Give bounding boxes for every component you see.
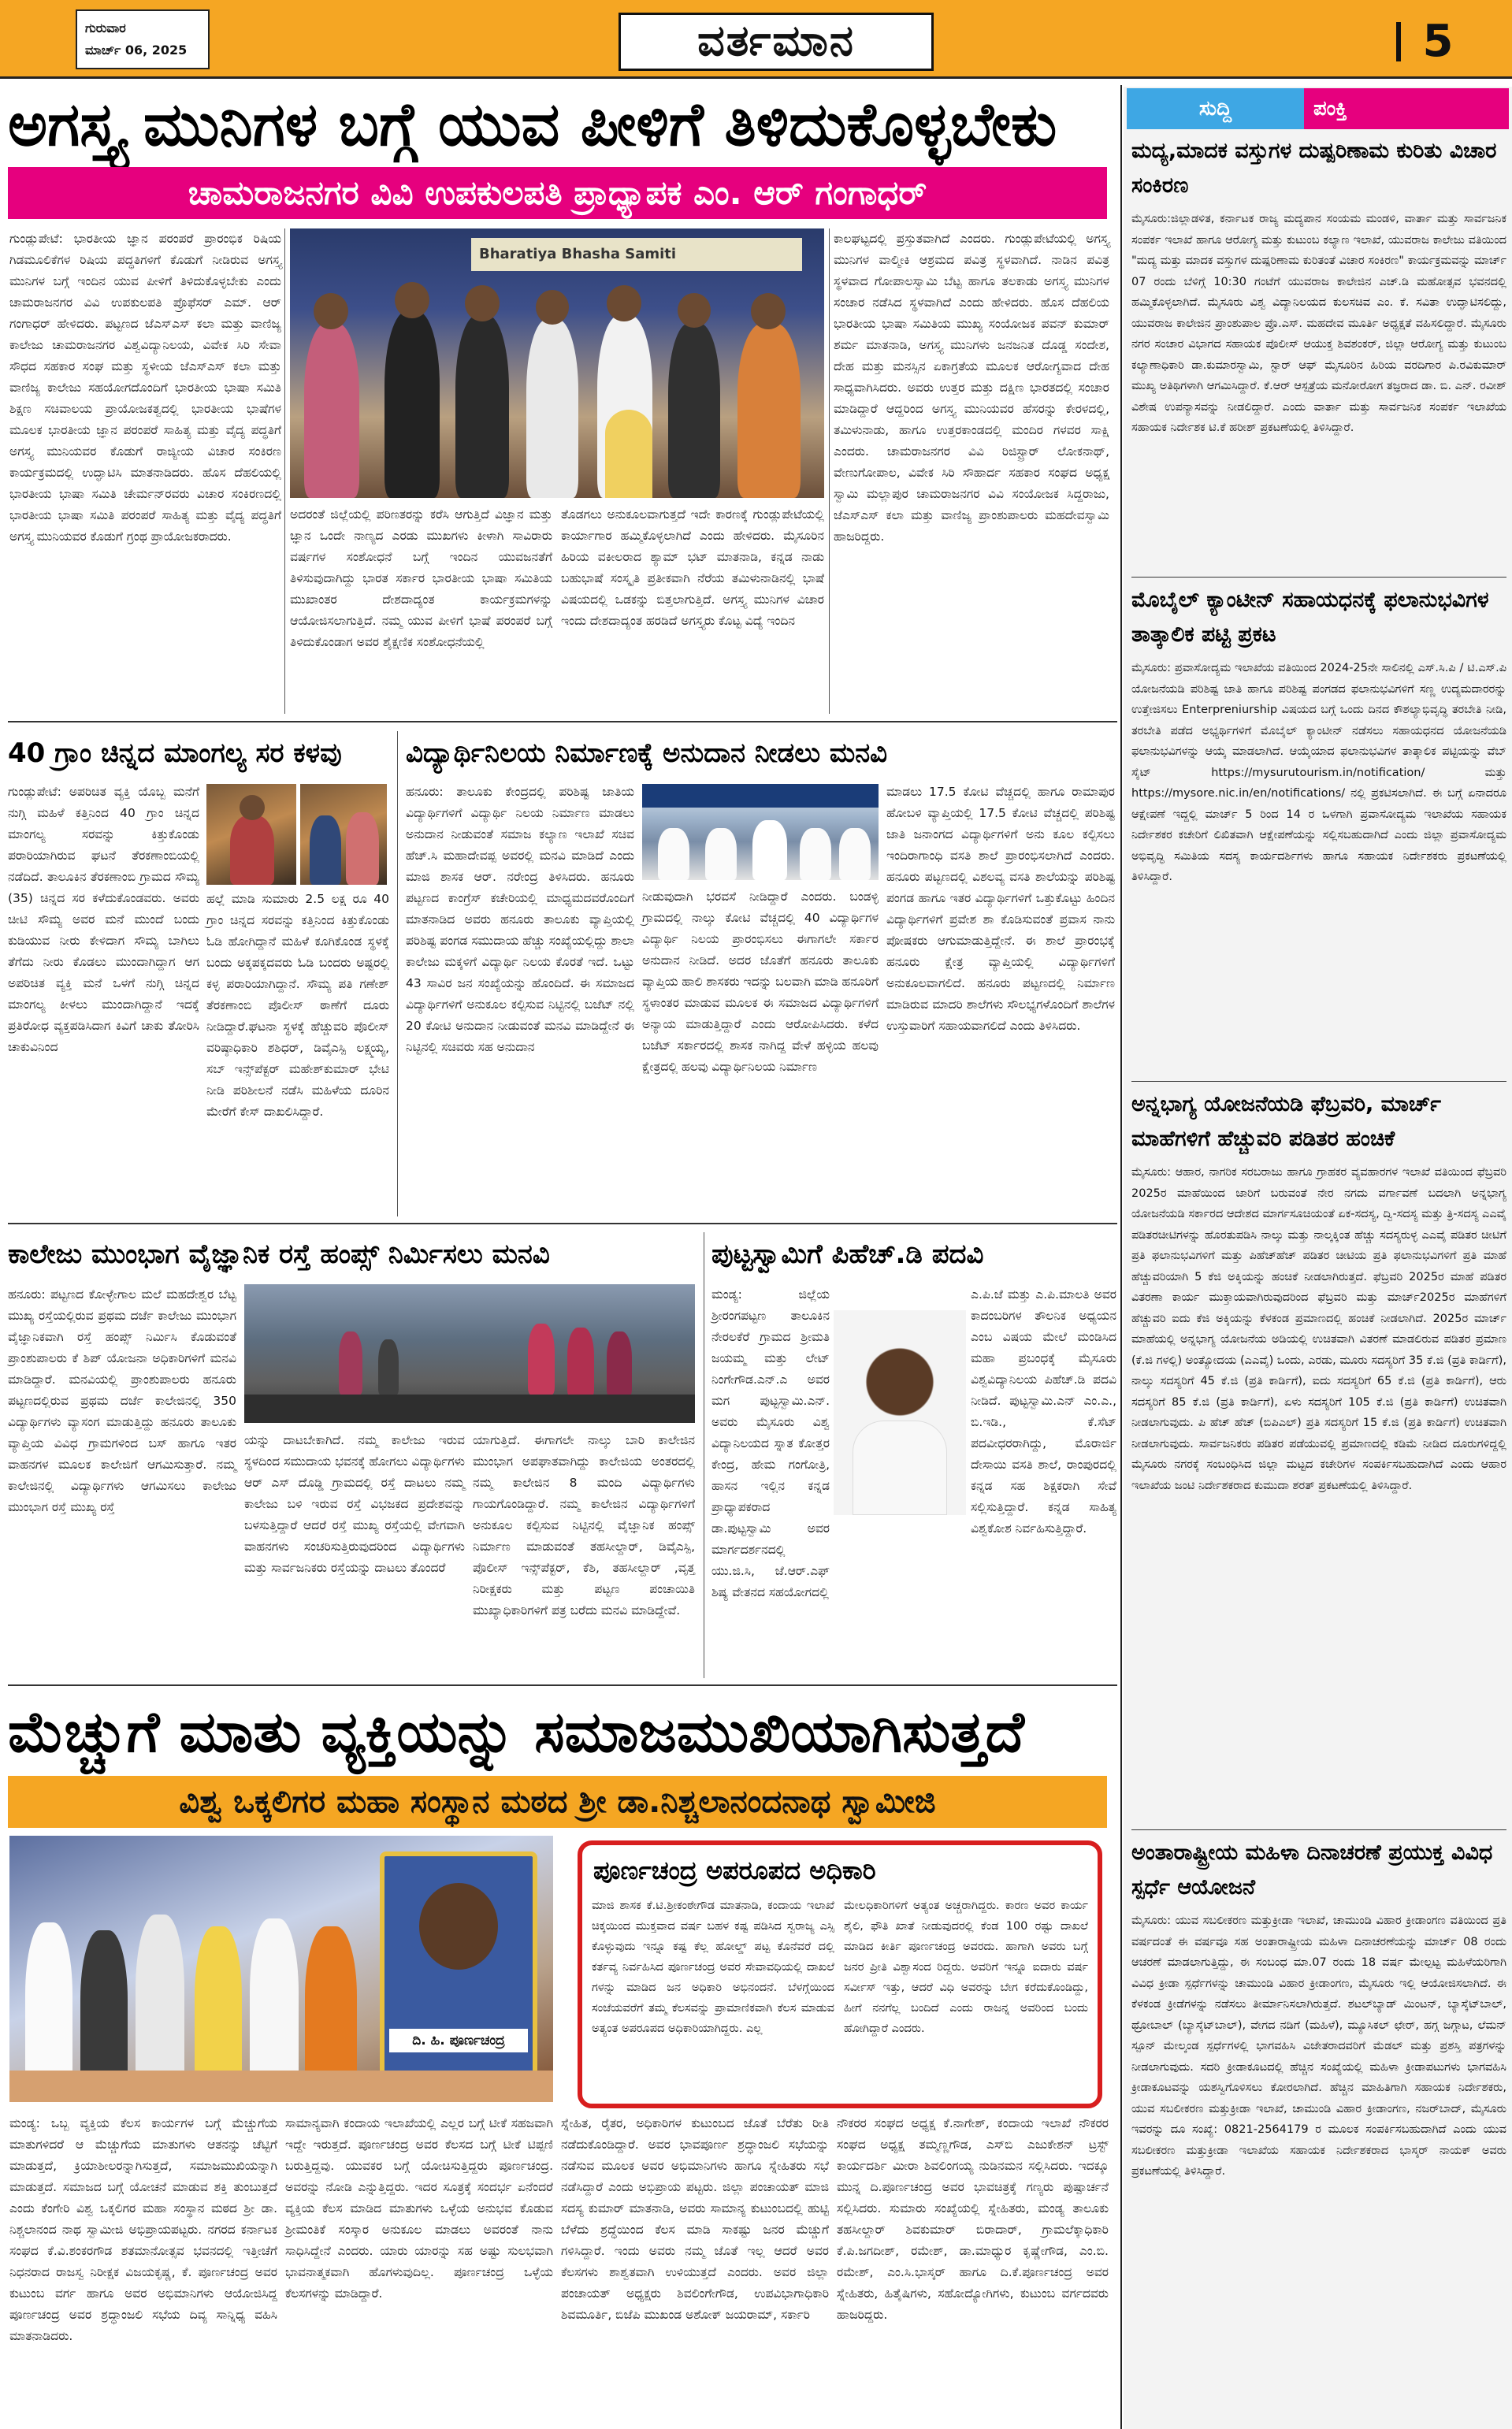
highlight-box-column-2: ಮೇಲಧಿಕಾರಿಗಳಿಗೆ ಅತ್ಯಂತ ಅಚ್ಚರಾಗಿದ್ದರು. ಕಾರಣ ಅವರ ಕಾರ್ಯ ಶೈಲಿ, ಫೌತಿ ಖಾತೆ ನೀಡುವುದರಲ್ಲಿ ಕೆಂಡ 100 ರಷ್ಟು ದಾಖಲೆ ಮಾಡಿದ ಕೀರ್ತಿ ಪೂರ್ಣಚಂದ್ರ ಅವರದು. ಹಾಗಾಗಿ ಅವರು ಬಗ್ಗೆ ಜನರ ಪ್ರೀತಿ ವಿಶ್ವಾಸಂದ ರಿದ್ದರು. ಅವರಿಗೆ ಇನ್ನೂ ಐದಾರು ವರ್ಷ ಸರ್ವೀಸ್ ಇತ್ತು, ಆದರೆ ವಿಧಿ ಅವರನ್ನು ಬೇಗ ಕರೆದುಕೊಂಡಿದ್ದು, ಹೀಗೆ ನನಗೆಲ್ಲ ಬಂದಿದೆ ಎಂದು ರಾಜನ್ನ ಅವರಿಂದ ಬಂದು ಹೋಗಿದ್ದಾರೆ ಎಂದರು. bbox=[844, 1900, 1088, 2035]
highlight-box-headline: ಪೂರ್ಣಚಂದ್ರ ಅಪರೂಪದ ಅಧಿಕಾರಿ bbox=[593, 1855, 876, 1885]
phd-column-2: ಎ.ಪಿ.ಜೆ ಮತ್ತು ಎ.ಪಿ.ಮಾಲತಿ ಅವರ ಕಾದಂಬರಿಗಳ ತೌಲನಿಕ ಅಧ್ಯಯನ ಎಂಬ ವಿಷಯ ಮೇಲೆ ಮಂಡಿಸಿದ ಮಹಾ ಪ್ರಬಂಧಕ್ಕೆ ಮೈಸೂರು ವಿಶ್ವವಿದ್ಯಾನಿಲಯ ಪಿಹೆಚ್.ಡಿ ಪದವಿ ನೀಡಿದೆ. ಪುಟ್ಟಸ್ವಾಮಿ.ಎನ್ ಎಂ.ಎ., ಬಿ.ಇಡಿ., ಕೆ.ಸೆಟ್ ಪದವೀಧರರಾಗಿದ್ದು, ಮೊರಾರ್ಜಿ ದೇಸಾಯಿ ವಸತಿ ಶಾಲೆ, ರಾಂಪುರದಲ್ಲಿ ಕನ್ನಡ ಸಹ ಶಿಕ್ಷಕರಾಗಿ ಸೇವೆ ಸಲ್ಲಿಸುತ್ತಿದ್ದಾರೆ. ಕನ್ನಡ ಸಾಹಿತ್ಯ ವಿಶ್ವಕೋಶ ನಿರ್ವಹಿಸುತ್ತಿದ್ದಾರೆ. bbox=[971, 1287, 1116, 1536]
praise-headline: ಮೆಚ್ಚುಗೆ ಮಾತು ವ್ಯಕ್ತಿಯನ್ನು ಸಮಾಜಮುಖಿಯಾಗಿಸುತ್ತದೆ bbox=[8, 1699, 1024, 1765]
hostel-column-2: ನೀಡುವುದಾಗಿ ಭರವಸೆ ನೀಡಿದ್ದಾರೆ ಎಂದರು. ಬಂಡಳ್ಳಿ ಗ್ರಾಮದಲ್ಲಿ ನಾಲ್ಕು ಕೋಟಿ ವೆಚ್ಚದಲ್ಲಿ 40 ವಿದ್ಯಾರ್ಥಿಗಳ ವಿದ್ಯಾರ್ಥಿ ನಿಲಯ ಪ್ರಾರಂಭಿಸಲು ಈಗಾಗಲೇ ಸರ್ಕಾರ ಅನುದಾನ ನೀಡಿದೆ. ಅದರ ಜೊತೆಗೆ ಹನೂರು ತಾಲೂಕು ವ್ಯಾಪ್ತಿಯ ಹಾಲಿ ಶಾಸಕರು ಇದನ್ನು ಬಲವಾಗಿ ಮಾಡಿ ಹನೂರಿಗೆ ಸ್ಥಳಾಂತರ ಮಾಡುವ ಮೂಲಕ ಈ ಸಮಾಜದ ವಿದ್ಯಾರ್ಥಿಗಳಿಗೆ ಅನ್ಯಾಯ ಮಾಡುತ್ತಿದ್ದಾರೆ ಎಂದು ಆರೋಪಿಸಿದರು. ಕಳೆದ ಬಜೆಟ್ ಸರ್ಕಾರದಲ್ಲಿ ಶಾಸಕ ನಾಗಿದ್ದ ವೇಳೆ ಹಳ್ಳಿಯ ಹಲವು ಕ್ಷೇತ್ರದಲ್ಲಿ ಹಲವು ವಿದ್ಯಾರ್ಥಿನಿಲಯ ನಿರ್ಮಾಣ bbox=[642, 890, 879, 1074]
humps-column-1: ಹನೂರು: ಪಟ್ಟಣದ ಕೋಳ್ಳೇಗಾಲ ಮಲೆ ಮಹದೇಶ್ವರ ಬೆಟ್ಟ ಮುಖ್ಯ ರಸ್ತೆಯಲ್ಲಿರುವ ಪ್ರಥಮ ದರ್ಜೆ ಕಾಲೇಜು ಮುಂಭಾಗ ವೈಜ್ಞಾನಿಕವಾಗಿ ರಸ್ತೆ ಹಂಪ್ಸ್ ನಿರ್ಮಿಸಿ ಕೊಡುವಂತೆ ಪ್ರಾಂಶುಪಾಲರು ಕೆ ಶಿಪ್ ಯೋಜನಾ ಅಧಿಕಾರಿಗಳಿಗೆ ಮನವಿ ಮಾಡಿದ್ದಾರೆ. ಮನವಿಯಲ್ಲಿ ಪ್ರಾಂಶುಪಾಲರು ಹನೂರು ಪಟ್ಟಣದಲ್ಲಿರುವ ಪ್ರಥಮ ದರ್ಜೆ ಕಾಲೇಜಿನಲ್ಲಿ 350 ವಿದ್ಯಾರ್ಥಿಗಳು ವ್ಯಾಸಂಗ ಮಾಡುತ್ತಿದ್ದು ಹನೂರು ತಾಲೂಕು ವ್ಯಾಪ್ತಿಯ ವಿವಿಧ ಗ್ರಾಮಗಳಿಂದ ಬಸ್ ಹಾಗೂ ಇತರ ವಾಹನಗಳ ಮೂಲಕ ಕಾಲೇಜಿಗೆ ಆಗಮಿಸುತ್ತಾರೆ. ನಮ್ಮ ಕಾಲೇಜಿನಲ್ಲಿ ವಿದ್ಯಾರ್ಥಿಗಳು ಆಗಮಿಸಲು ಕಾಲೇಜು ಮುಂಭಾಗ ರಸ್ತೆ ಮುಖ್ಯ ರಸ್ತೆ bbox=[8, 1287, 236, 1514]
phd-column-1: ಮಂಡ್ಯ: ಜಿಲ್ಲೆಯ ಶ್ರೀರಂಗಪಟ್ಟಣ ತಾಲೂಕಿನ ನೇರಲಕೆರೆ ಗ್ರಾಮದ ಶ್ರೀಮತಿ ಜಯಮ್ಮ ಮತ್ತು ಲೇಟ್ ನಿಂಗೇಗೌಡ.ಎನ್.ಎ ಅವರ ಮಗ ಪುಟ್ಟಸ್ವಾಮಿ.ಎನ್. ಅವರು ಮೈಸೂರು ವಿಶ್ವ ವಿದ್ಯಾನಿಲಯದ ಸ್ನಾತ ಕೋತ್ತರ ಕೇಂದ್ರ, ಹೇಮ ಗಂಗೋತ್ರಿ, ಹಾಸನ ಇಲ್ಲಿನ ಕನ್ನಡ ಪ್ರಾಧ್ಯಾಪಕರಾದ ಡಾ.ಪುಟ್ಟಸ್ವಾಮಿ ಅವರ ಮಾರ್ಗದರ್ಶನದಲ್ಲಿ ಯು.ಜಿ.ಸಿ, ಜೆ.ಆರ್.ಎಫ್ ಶಿಷ್ಯ ವೇತನದ ಸಹಯೋಗದಲ್ಲಿ bbox=[711, 1287, 830, 1599]
praise-column-4: ನೌಕರರ ಸಂಘದ ಅಧ್ಯಕ್ಷ ಕೆ.ನಾಗೇಶ್, ಕಂದಾಯ ಇಲಾಖೆ ನೌಕರರ ಸಂಘದ ಅಧ್ಯಕ್ಷ ತಮ್ಮಣ್ಣಗೌಡ, ಎಸ್‌ಬಿ ಎಜುಕೇಶನ್ ಟ್ರಸ್ಟ್ ಕಾರ್ಯದರ್ಶಿ ಮೀರಾ ಶಿವಲಿಂಗಯ್ಯ ನುಡಿನಮನ ಸಲ್ಲಿಸಿದರು. ಇದಕ್ಕೂ ಮುನ್ನ ದಿ.ಪೂರ್ಣಚಂದ್ರ ಅವರ ಭಾವಚಿತ್ರಕ್ಕೆ ಗಣ್ಯರು ಪುಷ್ಪಾರ್ಚನೆ ಸಲ್ಲಿಸಿದರು. ಸುಮಾರು ಸಂಖ್ಯೆಯಲ್ಲಿ ಸ್ನೇಹಿತರು, ಮಂಡ್ಯ ತಾಲೂಕು ತಹಸೀಲ್ದಾರ್ ಶಿವಕುಮಾರ್ ಬಿರಾದಾರ್, ಗ್ರಾಮಲೆಕ್ಕಾಧಿಕಾರಿ ಕೆ.ಪಿ.ಜಗದೀಶ್, ರಮೇಶ್, ಡಾ.ಮಾಧ್ಯುರ ಕೃಷ್ಣೇಗೌಡ, ಎಂ.ಬಿ. ರಮೇಶ್, ಎಂ.ಸಿ.ಭಾಸ್ಕರ್ ಹಾಗೂ ದಿ.ಕೆ.ಪೂರ್ಣಚಂದ್ರ ಅವರ ಸ್ನೇಹಿತರು, ಹಿತೈಷಿಗಳು, ಸಹೋದ್ಯೋಗಿಗಳು, ಕುಟುಂಬ ವರ್ಗದವರು ಹಾಜರಿದ್ದರು. bbox=[837, 2116, 1109, 2322]
day-label: ಗುರುವಾರ bbox=[85, 20, 126, 35]
sidebar-story-4-headline: ಅಂತಾರಾಷ್ಟ್ರೀಯ ಮಹಿಳಾ ದಿನಾಚರಣೆ ಪ್ರಯುಕ್ತ ವಿವಿಧ ಸ್ಪರ್ಧೆ ಆಯೋಜನೆ bbox=[1131, 1840, 1493, 1900]
humps-column-3: ಯಾಗುತ್ತಿದೆ. ಈಗಾಗಲೇ ನಾಲ್ಕು ಬಾರಿ ಕಾಲೇಜಿನ ಮುಂಭಾಗ ಅಪಘಾತವಾಗಿದ್ದು ಕಾಲೇಜಿಯ ಅಂತರದಲ್ಲಿ ನಮ್ಮ ಕಾಲೇಜಿನ 8 ಮಂದಿ ವಿದ್ಯಾರ್ಥಿಗಳು ಗಾಯಗೊಂಡಿದ್ದಾರೆ. ನಮ್ಮ ಕಾಲೇಜಿನ ವಿದ್ಯಾರ್ಥಿಗಳಿಗೆ ಅನುಕೂಲ ಕಲ್ಪಿಸುವ ನಿಟ್ಟಿನಲ್ಲಿ ವೈಜ್ಞಾನಿಕ ಹಂಪ್ಸ್ ನಿರ್ಮಾಣ ಮಾಡುವಂತೆ ತಹಸೀಲ್ದಾರ್, ಡಿವೈಎಸ್ಪಿ, ಪೊಲೀಸ್ ಇನ್ಸ್‌ಪೆಕ್ಟರ್, ಕೆಶಿ, ತಹಸೀಲ್ದಾರ್ ,ವೃತ್ತ ನಿರೀಕ್ಷಕರು ಮತ್ತು ಪಟ್ಟಣ ಪಂಚಾಯಿತಿ ಮುಖ್ಯಾಧಿಕಾರಿಗಳಿಗೆ ಪತ್ರ ಬರೆದು ಮನವಿ ಮಾಡಿದ್ದೇವೆ. bbox=[473, 1433, 695, 1617]
chain-theft-photo-1 bbox=[206, 784, 296, 885]
sidebar-story-1-headline: ಮದ್ಯ,ಮಾದಕ ವಸ್ತುಗಳ ದುಷ್ಪರಿಣಾಮ ಕುರಿತು ವಿಚಾರ ಸಂಕಿರಣ bbox=[1131, 139, 1497, 198]
praise-photo-caption: ದಿ. ಹಿ. ಪೂರ್ಣಚಂದ್ರ bbox=[389, 2029, 528, 2052]
lead-column-3: ತೊಡಗಲು ಅನುಕೂಲವಾಗುತ್ತದೆ ಇದೇ ಕಾರಣಕ್ಕೆ ಗುಂಡ್ಲುಪೇಟೆಯಲ್ಲಿ ಕಾರ್ಯಾಗಾರ ಹಮ್ಮಿಕೊಳ್ಳಲಾಗಿದೆ ಎಂದು ಹೇಳಿದರು. ಮೈಸೂರಿನ ಹಿರಿಯ ವಕೀಲರಾದ ಶ್ಯಾಮ್ ಭಟ್ ಮಾತನಾಡಿ, ಕನ್ನಡ ನಾಡು ಬಹುಭಾಷೆ ಸಂಸ್ಕೃತಿ ಪ್ರತೀಕವಾಗಿ ನೆರೆಯ ತಮಿಳುನಾಡಿನಲ್ಲಿ ಭಾಷೆ ವಿಷಯದಲ್ಲಿ ಒಡಕನ್ನು ಬಿತ್ತಲಾಗುತ್ತಿದೆ. ಅಗಸ್ತ್ಯ ಮುನಿಗಳ ವಿಚಾರ ಇಂದು ದೇಶದಾದ್ಯಂತ ಹರಡಿದೆ ಅಗಸ್ತ್ಯರು ಕೊಟ್ಟ ವಿದ್ಯೆ ಇಂದಿನ bbox=[561, 507, 824, 628]
praise-column-1: ಮಂಡ್ಯ: ಒಬ್ಬ ವ್ಯಕ್ತಿಯ ಕೆಲಸ ಕಾರ್ಯಗಳ ಬಗ್ಗೆ ಮೆಚ್ಚುಗೆಯ ಮಾತುಗಳಿದರೆ ಆ ಮೆಚ್ಚುಗೆಯ ಮಾತುಗಳು ಆತನನ್ನು ಚೆಟ್ಟಿಗೆ ಮಾಡುತ್ತದೆ, ಕ್ರಿಯಾಶೀಲರನ್ನಾಗಿಸುತ್ತದೆ, ಸಮಾಜಮುಖಿಯನ್ನಾಗಿ ಮಾಡುತ್ತದೆ. ಸಮಾಜದ ಬಗ್ಗೆ ಯೋಚನೆ ಮಾಡುವ ಶಕ್ತಿ ತುಂಬುತ್ತದೆ ಎಂದು ಕೆಂಗೇರಿ ವಿಶ್ವ ಒಕ್ಕಲಿಗರ ಮಹಾ ಸಂಸ್ಥಾನ ಮಠದ ಶ್ರೀ ಡಾ. ನಿಶ್ಚಲಾನಂದ ನಾಥ ಸ್ವಾಮೀಜಿ ಅಭಿಪ್ರಾಯಪಟ್ಟರು. ನಗರದ ಕರ್ನಾಟಕ ಸಂಘದ ಕೆ.ವಿ.ಶಂಕರಗೌಡ ಶತಮಾನೋತ್ಸವ ಭವನದಲ್ಲಿ ಇತ್ತೀಚೆಗೆ ನಿಧನರಾದ ರಾಜಸ್ವ ನಿರೀಕ್ಷಕ ವಿಜಯಕೃಷ್ಣ, ಕೆ. ಪೂರ್ಣಚಂದ್ರ ಅವರ ಕುಟುಂಬ ವರ್ಗ ಹಾಗೂ ಅವರ ಅಭಿಮಾನಿಗಳು ಆಯೋಜಿಸಿದ್ದ ಪೂರ್ಣಚಂದ್ರ ಅವರ ಶ್ರದ್ಧಾಂಜಲಿ ಸಭೆಯ ದಿವ್ಯ ಸಾನ್ನಿಧ್ಯ ವಹಿಸಿ ಮಾತನಾಡಿದರು. bbox=[9, 2116, 277, 2343]
photo-banner-text: Bharatiya Bhasha Samiti bbox=[471, 238, 802, 271]
humps-column-2: ಯನ್ನು ದಾಟಬೇಕಾಗಿದೆ. ನಮ್ಮ ಕಾಲೇಜು ಇರುವ ಸ್ಥಳದಿಂದ ಸಮುದಾಯ ಭವನಕ್ಕೆ ಹೋಗಲು ವಿದ್ಯಾರ್ಥಿಗಳು ಆರ್ ಎಸ್ ದೊಡ್ಡಿ ಗ್ರಾಮದಲ್ಲಿ ರಸ್ತೆ ದಾಟಲು ನಮ್ಮ ಕಾಲೇಜು ಬಳಿ ಇರುವ ರಸ್ತೆ ವಿಭಜಕದ ಪ್ರದೇಶವನ್ನು ಬಳಸುತ್ತಿದ್ದಾರೆ ಆದರೆ ರಸ್ತೆ ಮುಖ್ಯ ರಸ್ತೆಯಲ್ಲಿ ವೇಗವಾಗಿ ವಾಹನಗಳು ಸಂಚರಿಸುತ್ತಿರುವುದರಿಂದ ವಿದ್ಯಾರ್ಥಿಗಳು ಮತ್ತು ಸಾರ್ವಜನಿಕರು ರಸ್ತೆಯನ್ನು ದಾಟಲು ತೊಂದರೆ bbox=[244, 1433, 465, 1575]
humps-photo bbox=[244, 1284, 695, 1423]
chain-theft-column-1: ಗುಂಡ್ಲುಪೇಟೆ: ಅಪರಿಚಿತ ವ್ಯಕ್ತಿ ಯೊಬ್ಬ ಮನೆಗೆ ನುಗ್ಗಿ ಮಹಿಳೆ ಕತ್ತಿನಿಂದ 40 ಗ್ರಾಂ ಚಿನ್ನದ ಮಾಂಗಲ್ಯ ಸರವನ್ನು ಕಿತ್ತುಕೊಂಡು ಪರಾರಿಯಾಗಿರುವ ಘಟನೆ ತೆರಕಣಾಂಬಿಯಲ್ಲಿ ನಡೆದಿದೆ. ತಾಲೂಕಿನ ತೆರಕಣಾಂಬಿ ಗ್ರಾಮದ ಸೌಮ್ಯ (35) ಚಿನ್ನದ ಸರ ಕಳೆದುಕೊಂಡವರು. ಅವರು ಚೀಟಿ ಸೌಮ್ಯ ಅವರ ಮನೆ ಮುಂದೆ ಬಂದು ಕುಡಿಯುವ ನೀರು ಕೇಳಿದಾಗ ಸೌಮ್ಯ ಬಾಗಿಲು ತೆಗೆದು ನೀರು ಕೊಡಲು ಮುಂದಾಗಿದ್ದಾಗ ಆಗ ಅಪರಿಚಿತ ವ್ಯಕ್ತಿ ಮನೆ ಒಳಗೆ ನುಗ್ಗಿ ಚಿನ್ನದ ಮಾಂಗಲ್ಯ ಕೀಳಲು ಮುಂದಾಗಿದ್ದಾನೆ ಇದಕ್ಕೆ ಪ್ರತಿರೋಧ ವ್ಯಕ್ತಪಡಿಸಿದಾಗ ಕಿವಿಗೆ ಚಾಕು ತೋರಿಸಿ ಚಾಕುವಿನಿಂದ bbox=[8, 785, 199, 1054]
hostel-column-3: ಮಾಡಲು 17.5 ಕೋಟಿ ವೆಚ್ಚದಲ್ಲಿ ಹಾಗೂ ರಾಮಾಪುರ ಹೋಬಳಿ ವ್ಯಾಪ್ತಿಯಲ್ಲಿ 17.5 ಕೋಟಿ ವೆಚ್ಚದಲ್ಲಿ ಪರಿಶಿಷ್ಟ ಜಾತಿ ಜನಾಂಗದ ವಿದ್ಯಾರ್ಥಿಗಳಿಗೆ ಅನು ಕೂಲ ಕಲ್ಪಿಸಲು ಇಂದಿರಾಗಾಂಧಿ ವಸತಿ ಶಾಲೆ ಪ್ರಾರಂಭಿಸಲಾಗಿದೆ ಎಂದರು. ಹನೂರು ಪಟ್ಟಣದಲ್ಲಿ ವಿಶಲವ್ಯ ವಸತಿ ಶಾಲೆಯನ್ನು ಪರಿಶಿಷ್ಟ ಪಂಗಡ ಹಾಗೂ ಇತರ ವಿದ್ಯಾರ್ಥಿಗಳಿಗೆ ಒತ್ತುಕೊಟ್ಟು ಹಿಂದಿನ ವಿದ್ಯಾರ್ಥಿಗಳಿಗೆ ಪ್ರವೇಶ ಶಾ ಕೊಡಿಸುವಂತೆ ಪ್ರವಾಸ ನಾನು ಪೋಷಕರು ಆಗುಮಾಡುತ್ತಿದ್ದೇನೆ. ಈ ಶಾಲೆ ಪ್ರಾರಂಭಕ್ಕೆ ಹನೂರು ಕ್ಷೇತ್ರ ವ್ಯಾಪ್ತಿಯಲ್ಲಿ ವಿದ್ಯಾರ್ಥಿಗಳಿಗೆ ಅನುಕೂಲವಾಗಲಿದೆ. ಹನೂರು ಪಟ್ಟಣದಲ್ಲಿ ನಿರ್ಮಾಣ ಮಾಡಿರುವ ಮಾದರಿ ಶಾಲೆಗಳು ಸೌಲಭ್ಯಗಳೊಂದಿಗೆ ಶಾಲೆಗಳ ಉಸ್ತುವಾರಿಗೆ ಸಹಾಯವಾಗಲಿದೆ ಎಂದು ತಿಳಿಸಿದರು. bbox=[886, 785, 1115, 1033]
praise-subhead: ವಿಶ್ವ ಒಕ್ಕಲಿಗರ ಮಹಾ ಸಂಸ್ಥಾನ ಮಠದ ಶ್ರೀ ಡಾ.ನಿಶ್ಚಲಾನಂದನಾಥ ಸ್ವಾಮೀಜಿ bbox=[8, 1776, 1107, 1828]
chain-theft-column-2: ಹಲ್ಲೆ ಮಾಡಿ ಸುಮಾರು 2.5 ಲಕ್ಷ ರೂ 40 ಗ್ರಾಂ ಚಿನ್ನದ ಸರವನ್ನು ಕತ್ತಿನಿಂದ ಕಿತ್ತುಕೊಂಡು ಓಡಿ ಹೋಗಿದ್ದಾನೆ ಮಹಿಳೆ ಕೂಗಿಕೊಂಡ ಸ್ಥಳಕ್ಕೆ ಬಂದು ಅಕ್ಕಪಕ್ಕದವರು ಓಡಿ ಬಂದರು ಅಷ್ಟರಲ್ಲಿ ಕಳ್ಳ ಪರಾರಿಯಾಗಿದ್ದಾನೆ. ಸೌಮ್ಯ ಪತಿ ಗಣೇಶ್ ತೆರಕಣಾಂಬಿ ಪೊಲೀಸ್ ಠಾಣೆಗೆ ದೂರು ನೀಡಿದ್ದಾರೆ.ಘಟನಾ ಸ್ಥಳಕ್ಕೆ ಹೆಚ್ಚುವರಿ ಪೊಲೀಸ್ ವರಿಷ್ಠಾಧಿಕಾರಿ ಶಶಿಧರ್, ಡಿವೈಎಸ್ಪಿ ಲಕ್ಷ್ಮಯ್ಯ, ಸಬ್ ಇನ್ಸ್‌ಪೆಕ್ಟರ್ ಮಹೇಶ್‌ಕುಮಾರ್ ಭೇಟಿ ನೀಡಿ ಪರಿಶೀಲನೆ ನಡೆಸಿ ಮಹಿಳೆಯ ದೂರಿನ ಮೇರೆಗೆ ಕೇಸ್ ದಾಖಲಿಸಿದ್ದಾರೆ. bbox=[206, 892, 389, 1119]
praise-column-2: ಸಾಮಾನ್ಯವಾಗಿ ಕಂದಾಯ ಇಲಾಖೆಯಲ್ಲಿ ಎಲ್ಲರ ಬಗ್ಗೆ ಟೀಕೆ ಸಹಜವಾಗಿ ಇದ್ದೇ ಇರುತ್ತದೆ. ಪೂರ್ಣಚಂದ್ರ ಅವರ ಕೆಲಸದ ಬಗ್ಗೆ ಟೀಕೆ ಟಿಪ್ಪಣಿ ಬರುತ್ತಿದ್ದವು. ಯುವಕರ ಬಗ್ಗೆ ಯೋಚಿಸುತ್ತಿದ್ದರು ಪೂರ್ಣಚಂದ್ರ. ಅವರನ್ನು ನೋಡಿ ಎನ್ನುತ್ತಿದ್ದರು. ಇದರ ಸೂತ್ರಕ್ಕೆ ಸಂದರ್ಭ ಏನೆಂದರೆ ವ್ಯಕ್ತಿಯ ಕೆಲಸ ಮಾಡಿದ ಮಾತುಗಳು ಒಳ್ಳೆಯ ಅನುಭವ ಕೊಡುವ ಶ್ರೀಮಂತಿಕೆ ಸಂಸ್ಕಾರ ಅನುಕೂಲ ಮಾಡಲು ಅವರಂತೆ ನಾನು ಸಾಧಿಸಿದ್ದೇನೆ ಎಂದರು. ಯಾರು ಯಾರನ್ನು ಸಹ ಅಷ್ಟು ಸುಲಭವಾಗಿ ಭಾವನಾತ್ಮಕವಾಗಿ ಹೊಗಳುವುದಿಲ್ಲ. ಪೂರ್ಣಚಂದ್ರ ಒಳ್ಳೆಯ ಕೆಲಸಗಳನ್ನು ಮಾಡಿದ್ದಾರೆ. bbox=[285, 2116, 553, 2301]
sidebar-story-2-headline: ಮೊಬೈಲ್ ಕ್ಯಾಂಟೀನ್ ಸಹಾಯಧನಕ್ಕೆ ಫಲಾನುಭವಿಗಳ ತಾತ್ಕಾಲಿಕ ಪಟ್ಟಿ ಪ್ರಕಟ bbox=[1131, 588, 1489, 647]
praise-photo bbox=[9, 1836, 553, 2102]
page-number-divider bbox=[1396, 22, 1401, 61]
hostel-headline: ವಿದ್ಯಾರ್ಥಿನಿಲಯ ನಿರ್ಮಾಣಕ್ಕೆ ಅನುದಾನ ನೀಡಲು ಮನವಿ bbox=[406, 737, 888, 769]
humps-headline: ಕಾಲೇಜು ಮುಂಭಾಗ ವೈಜ್ಞಾನಿಕ ರಸ್ತೆ ಹಂಪ್ಸ್ ನಿರ್ಮಿಸಲು ಮನವಿ bbox=[8, 1239, 550, 1270]
sidebar-story-3-headline: ಅನ್ನಭಾಗ್ಯ ಯೋಜನೆಯಡಿ ಫೆಬ್ರವರಿ, ಮಾರ್ಚ್ ಮಾಹೆಗಳಿಗೆ ಹೆಚ್ಚುವರಿ ಪಡಿತರ ಹಂಚಿಕೆ bbox=[1131, 1092, 1442, 1151]
lead-headline: ಅಗಸ್ತ್ಯ ಮುನಿಗಳ ಬಗ್ಗೆ ಯುವ ಪೀಳಿಗೆ ತಿಳಿದುಕೊಳ್ಳಬೇಕು bbox=[8, 89, 1057, 159]
sidebar-story-1-body: ಮೈಸೂರು:ಜಿಲ್ಲಾಡಳಿತ, ಕರ್ನಾಟಕ ರಾಜ್ಯ ಮದ್ಯಪಾನ ಸಂಯಮ ಮಂಡಳಿ, ವಾರ್ತಾ ಮತ್ತು ಸಾರ್ವಜನಿಕ ಸಂಪರ್ಕ ಇಲಾಖೆ ಹಾಗೂ ಆರೋಗ್ಯ ಮತ್ತು ಕುಟುಂಬ ಕಲ್ಯಾಣ ಇಲಾಖೆ, ಯುವರಾಜ ಕಾಲೇಜು ವತಿಯಿಂದ "ಮದ್ಯ ಮತ್ತು ಮಾದಕ ವಸ್ತುಗಳ ದುಷ್ಪರಿಣಾಮ ಕುರಿತಂತೆ ವಿಚಾರ ಸಂಕಿರಣ" ಕಾರ್ಯಕ್ರಮವನ್ನು ಮಾರ್ಚ್ 07 ರಂದು ಬೆಳಿಗ್ಗೆ 10:30 ಗಂಟೆಗೆ ಯುವರಾಜ ಕಾಲೇಜಿನ ಎಚ್‌.ಡಿ ಮಹೋತ್ಸವ ಭವನದಲ್ಲಿ ಹಮ್ಮಿಕೊಳ್ಳಲಾಗಿದೆ. ಮೈಸೂರು ವಿಶ್ವ ವಿದ್ಯಾನಿಲಯದ ಕುಲಸಚಿವ ಎಂ. ಕೆ. ಸವಿತಾ ಉದ್ಘಾಟಿಸಲಿದ್ದು, ಯುವರಾಜ ಕಾಲೇಜಿನ ಪ್ರಾಂಶುಪಾಲ ಪ್ರೊ.ಎಸ್. ಮಹದೇವ ಮೂರ್ತಿ ಅಧ್ಯಕ್ಷತೆ ವಹಿಸಲಿದ್ದಾರೆ. ಮೈಸೂರು ನಗರ ಸಂಚಾರ ವಿಭಾಗದ ಸಹಾಯಕ ಪೊಲೀಸ್ ಆಯುಕ್ತ ಶಿವಶಂಕರ್, ಜಿಲ್ಲಾ ಆರೋಗ್ಯ ಮತ್ತು ಕುಟುಂಬ ಕಲ್ಯಾಣಾಧಿಕಾರಿ ಡಾ.ಕುಮಾರಸ್ವಾಮಿ, ಸ್ಟಾರ್ ಆಫ್ ಮೈಸೂರಿನ ಹಿರಿಯ ವರದಿಗಾರ ಪಿ.ರವಿಕುಮಾರ್ ಮುಖ್ಯ ಅತಿಥಿಗಳಾಗಿ ಆಗಮಿಸಿದ್ದಾರೆ. ಕೆ.ಆರ್ ಆಸ್ಪತ್ರೆಯ ಮನೋರೋಗ ತಜ್ಞರಾದ ಡಾ. ಬಿ. ಎನ್. ರವೀಶ್ ವಿಶೇಷ ಉಪನ್ಯಾಸವನ್ನು ನೀಡಲಿದ್ದಾರೆ. ಎಂದು ವಾರ್ತಾ ಮತ್ತು ಸಾರ್ವಜನಿಕ ಸಂಪರ್ಕ ಇಲಾಖೆಯ ಸಹಾಯಕ ನಿರ್ದೇಶಕ ಟಿ.ಕೆ ಹರೀಶ್ ಪ್ರಕಟಣೆಯಲ್ಲಿ ತಿಳಿಸಿದ್ದಾರೆ. bbox=[1131, 213, 1506, 434]
lead-column-4: ಕಾಲಘಟ್ಟದಲ್ಲಿ ಪ್ರಸ್ತುತವಾಗಿದೆ ಎಂದರು. ಗುಂಡ್ಲುಪೇಟೆಯಲ್ಲಿ ಅಗಸ್ತ್ಯ ಮುನಿಗಳ ವಾಲ್ಮೀಕಿ ಆಶ್ರಮದ ಪವಿತ್ರ ಸ್ಥಳವಾಗಿದೆ. ನಾಡಿನ ಪವಿತ್ರ ಸ್ಥಳವಾದ ಗೋಪಾಲಸ್ವಾಮಿ ಬೆಟ್ಟ ಹಾಗೂ ತಲಕಾಡು ಅಗಸ್ತ್ಯ ಮುನಿಗಳ ಸಂಚಾರ ನಡೆಸಿದ ಸ್ಥಳವಾಗಿದೆ ಎಂದು ಹೇಳಿದರು. ಹೊಸ ದೆಹಲಿಯ ಭಾರತೀಯ ಭಾಷಾ ಸಮಿತಿಯ ಮುಖ್ಯ ಸಂಯೋಜಕ ಪವನ್ ಕುಮಾರ್ ಶರ್ಮ ಮಾತನಾಡಿ, ಅಗಸ್ತ್ಯ ಮುನಿಗಳು ಜನಜನಿತ ದೊಡ್ಡ ಸಂದೇಶ, ದೇಹ ಮತ್ತು ಮನಸ್ಸಿನ ಏಕಾಗ್ರತೆಯ ಮೂಲಕ ಆರೋಗ್ಯವಾದ ದೇಹ ಸಾಧ್ಯವಾಗಿಸಿದರು. ಅವರು ಉತ್ತರ ಮತ್ತು ದಕ್ಷಿಣ ಭಾರತದಲ್ಲಿ ಸಂಚಾರ ಮಾಡಿದ್ದಾರೆ ಆದ್ದರಿಂದ ಅಗಸ್ತ್ಯ ಮುನಿಯವರ ಹೆಸರನ್ನು ಕೇರಳದಲ್ಲಿ, ತಮಿಳುನಾಡು, ಹಾಗೂ ಉತ್ತರಕಾಂಡದಲ್ಲಿ ಮಂದಿರ ಗಳವರ ಸಾಕ್ಷಿ ಎಂದರು. ಚಾಮರಾಜನಗರ ವಿವಿ ರಿಜಿಸ್ಟ್ರಾರ್ ಲೋಕನಾಥ್, ವೇಣುಗೋಪಾಲ, ವಿವೇಕ ಸಿರಿ ಸೌಹಾರ್ದ ಸಹಕಾರ ಸಂಘದ ಅಧ್ಯಕ್ಷ ಸ್ವಾಮಿ ಮಲ್ಲಾಪುರ ಚಾಮರಾಜನಗರ ವಿವಿ ಸಂಯೋಜಕ ಸಿದ್ದರಾಜು, ಜೆಎಸ್‌ಎಸ್ ಕಲಾ ಮತ್ತು ವಾಣಿಜ್ಯ ಪ್ರಾಂಶುಪಾಲರು ಮಹದೇವಸ್ವಾಮಿ ಹಾಜರಿದ್ದರು. bbox=[834, 232, 1109, 544]
sidebar-story-2-body: ಮೈಸೂರು: ಪ್ರವಾಸೋದ್ಯಮ ಇಲಾಖೆಯ ವತಿಯಿಂದ 2024-25ನೇ ಸಾಲಿನಲ್ಲಿ ಎಸ್.ಸಿ.ಪಿ / ಟಿ.ಎಸ್.ಪಿ ಯೋಜನೆಯಡಿ ಪರಿಶಿಷ್ಟ ಜಾತಿ ಹಾಗೂ ಪರಿಶಿಷ್ಟ ಪಂಗಡದ ಫಲಾನುಭವಿಗಳಿಗೆ ಸಣ್ಣ ಉದ್ಯಮದಾರರನ್ನು ಉತ್ತೇಜಿಸಲು Enterpreniurship ವಿಷಯದ ಬಗ್ಗೆ ಒಂದು ದಿನದ ಕೌಶಲ್ಯಾಭಿವೃದ್ಧಿ ತರಬೇತಿ ನೀಡಿ, ತರಬೇತಿ ಪಡೆದ ಅಭ್ಯರ್ಥಿಗಳಿಗೆ ಮೊಬೈಲ್ ಕ್ಯಾಂಟೀನ್ ನಡೆಸಲು ಸಹಾಯಧನದ ಯೋಜನೆಯಡಿ ಫಲಾನುಭವಿಗಳನ್ನು ಆಯ್ಕೆ ಮಾಡಲಾಗಿದೆ. ಆಯ್ಕೆಯಾದ ಫಲಾನುಭವಿಗಳ ತಾತ್ಕಾಲಿಕ ಪಟ್ಟಿಯನ್ನು ವೆಬ್ ಸೈಟ್ https://mysurutourism.in/notification/ ಮತ್ತು https://mysore.nic.in/en/notifications/ ನಲ್ಲಿ ಪ್ರಕಟಿಸಲಾಗಿದೆ. ಈ ಬಗ್ಗೆ ಏನಾದರೂ ಆಕ್ಷೇಪಣೆ ಇದ್ದಲ್ಲಿ ಮಾರ್ಚ್ 5 ರಿಂದ 14 ರ ಒಳಗಾಗಿ ಪ್ರವಾಸೋದ್ಯಮ ಇಲಾಖೆಯ ಸಹಾಯಕ ನಿರ್ದೇಶಕರ ಕಚೇರಿಗೆ ಲಿಖಿತವಾಗಿ ಆಕ್ಷೇಪಣೆಯನ್ನು ಸಲ್ಲಿಸಬಹುದಾಗಿದೆ ಎಂದು ಜಿಲ್ಲಾ ಪ್ರವಾಸೋದ್ಯಮ ಅಭಿವೃದ್ಧಿ ಸಮಿತಿಯ ಸದಸ್ಯ ಕಾರ್ಯದರ್ಶಿಗಳು ಹಾಗೂ ಸಹಾಯಕ ನಿರ್ದೇಶಕರು ಪ್ರಕಟಣೆಯಲ್ಲಿ ತಿಳಿಸಿದ್ದಾರೆ. bbox=[1131, 662, 1506, 883]
phd-headline: ಪುಟ್ಟಸ್ವಾಮಿಗೆ ಪಿಹೆಚ್.ಡಿ ಪದವಿ bbox=[711, 1239, 984, 1270]
hostel-photo bbox=[642, 784, 879, 880]
lead-column-1: ಗುಂಡ್ಲುಪೇಟೆ: ಭಾರತೀಯ ಜ್ಞಾನ ಪರಂಪರೆ ಪ್ರಾರಂಭಿಕ ರಿಷಿಯ ಗಿಡಮೂಲಿಕೆಗಳ ರಿಷಿಯ ಪದ್ಧತಿಗಳಿಗೆ ಕೊಡುಗೆ ನೀಡಿರುವ ಅಗಸ್ತ್ಯ ಮುನಿಗಳ ಬಗ್ಗೆ ಇಂದಿನ ಯುವ ಪೀಳಿಗೆ ತಿಳಿದುಕೊಳ್ಳಬೇಕು ಎಂದು ಚಾಮರಾಜನಗರ ವಿವಿ ಉಪಕುಲಪತಿ ಪ್ರೊಫೆಸರ್ ಎಮ್. ಆರ್ ಗಂಗಾಧರ್ ಹೇಳಿದರು. ಪಟ್ಟಣದ ಜೆಎಸ್‌ಎಸ್ ಕಲಾ ಮತ್ತು ವಾಣಿಜ್ಯ ಕಾಲೇಜು ಚಾಮರಾಜನಗರ ವಿಶ್ವವಿದ್ಯಾನಿಲಯ, ವಿವೇಕ ಸಿರಿ ಸೇವಾ ಸೌಧದ ಸಹಕಾರ ಸಂಘ ಮತ್ತು ಸ್ಥಳೀಯ ಜೆಎಸ್ಎಸ್ ಕಲಾ ಮತ್ತು ವಾಣಿಜ್ಯ ಕಾಲೇಜು ಸಹಯೋಗದೊಂದಿಗೆ ಭಾರತೀಯ ಭಾಷಾ ಸಮಿತಿ ಶಿಕ್ಷಣ ಸಚಿವಾಲಯ ಪ್ರಾಯೋಜಕತ್ವದಲ್ಲಿ ಭಾರತೀಯ ಭಾಷೆಗಳ ಮೂಲಕ ಭಾರತೀಯ ಜ್ಞಾನ ಪರಂಪರೆ ಸಾಹಿತ್ಯ ಮತ್ತು ವೈದ್ಯ ಪದ್ಧತಿಗೆ ಅಗಸ್ತ್ಯ ಮುನಿಯವರ ಕೊಡುಗೆ ರಾಜ್ಯೀಯ ವಿಚಾರ ಸಂಕಿರಣ ಕಾರ್ಯಕ್ರಮದಲ್ಲಿ ಉದ್ಘಾಟಿಸಿ ಮಾತನಾಡಿದರು. ಹೊಸ ದೆಹಲಿಯಲ್ಲಿ ಭಾರತೀಯ ಭಾಷಾ ಸಮಿತಿ ಚೇರ್ಮನ್‌ರವರು ವಿಚಾರ ಸಂಕಿರಣದಲ್ಲಿ ಭಾರತೀಯ ಭಾಷಾ ಸಮಿತಿ ಪರಂಪರೆ ಸಾಹಿತ್ಯ ಮತ್ತು ವೈದ್ಯ ಪದ್ಧತಿಗೆ ಅಗಸ್ತ್ಯ ಮುನಿಯವರ ಕೊಡುಗೆ ಗ್ರಂಥ ಪ್ರಾಯೋಜಕರಾದರು. bbox=[9, 232, 281, 544]
newspaper-logo: ವರ್ತಮಾನ bbox=[619, 13, 934, 71]
sidebar-story-3-body: ಮೈಸೂರು: ಆಹಾರ, ನಾಗರಿಕ ಸರಬರಾಜು ಹಾಗೂ ಗ್ರಾಹಕರ ವ್ಯವಹಾರಗಳ ಇಲಾಖೆ ವತಿಯಿಂದ ಫೆಬ್ರವರಿ 2025ರ ಮಾಹೆಯಿಂದ ಜಾರಿಗೆ ಬರುವಂತೆ ನೇರ ನಗದು ವರ್ಗಾವಣೆ ಬದಲಾಗಿ ಅನ್ನಭಾಗ್ಯ ಯೋಜನೆಯಡಿ ಸರ್ಕಾರದ ಆದೇಶದ ಮಾರ್ಗಸೂಚಿಯಂತೆ ಏಕ-ಸದಸ್ಯ, ದ್ವಿ-ಸದಸ್ಯ ಮತ್ತು ತ್ರಿ-ಸದಸ್ಯ ಎಎವೈ ಪಡಿತರಚೀಟಿಗಳನ್ನು ಹೊರತುಪಡಿಸಿ ನಾಲ್ಕು ಮತ್ತು ನಾಲ್ಕಕ್ಕಿಂತ ಹೆಚ್ಚು ಸದಸ್ಯರುಳ್ಳ ಎಎವೈ ಪಡಿತರ ಚೀಟಿಗೆ ಪ್ರತಿ ಫಲಾನುಭವಿಗಳಿಗೆ ಮತ್ತು ಪಿಹೆಚ್‌ಹೆಚ್ ಪಡಿತರ ಚೀಟಿಯ ಪ್ರತಿ ಫಲಾನುಭವಿಗಳಿಗೆ ಪ್ರತಿ ಮಾಹೆ ಹೆಚ್ಚುವರಿಯಾಗಿ 5 ಕೆಜಿ ಅಕ್ಕಿಯನ್ನು ಹಂಚಿಕೆ ನೀಡಲಾಗಿರುತ್ತದೆ. ಫೆಬ್ರವರಿ 2025ರ ಮಾಹೆ ಪಡಿತರ ವಿತರಣಾ ಕಾರ್ಯ ಮುಕ್ತಾಯವಾಗಿರುವುದರಿಂದ ಫೆಬ್ರವರಿ ಮತ್ತು ಮಾರ್ಚ್2025ರ ಮಾಹೆಗಳಿಗೆ ಹೆಚ್ಚುವರಿ ಐದು ಕೆಜಿ ಅಕ್ಕಿಯನ್ನು ಕೆಳಕಂಡ ಪ್ರಮಾಣದಲ್ಲಿ ಹಂಚಿಕೆ ನೀಡಲಾಗಿದೆ. 2025ರ ಮಾರ್ಚ್ ಮಾಹೆಯಲ್ಲಿ ಅನ್ನಭಾಗ್ಯ ಯೋಜನೆಯ ಅಡಿಯಲ್ಲಿ ಉಚಿತವಾಗಿ ವಿತರಣೆ ಮಾಡಲಿರುವ ಪಡಿತರ ಪ್ರಮಾಣ (ಕೆ.ಜಿ ಗಳಲ್ಲಿ) ಅಂತ್ಯೋದಯ (ಎಎವೈ) ಒಂದು, ಎರಡು, ಮೂರು ಸದಸ್ಯರಿಗೆ 35 ಕೆ.ಜಿ (ಪ್ರತಿ ಕಾರ್ಡಿಗೆ), ನಾಲ್ಕು ಸದಸ್ಯರಿಗೆ 45 ಕೆ.ಜಿ (ಪ್ರತಿ ಕಾರ್ಡಿಗೆ), ಐದು ಸದಸ್ಯರಿಗೆ 65 ಕೆ.ಜಿ (ಪ್ರತಿ ಕಾರ್ಡಿಗೆ), ಆರು ಸದಸ್ಯರಿಗೆ 85 ಕೆ.ಜಿ (ಪ್ರತಿ ಕಾರ್ಡಿಗೆ), ಏಳು ಸದಸ್ಯರಿಗೆ 105 ಕೆ.ಜಿ (ಪ್ರತಿ ಕಾರ್ಡಿಗೆ) ಉಚಿತವಾಗಿ ನೀಡಲಾಗುವುದು. ಪಿ ಹೆಚ್ ಹೆಚ್ (ಬಿಪಿಎಲ್) ಪ್ರತಿ ಸದಸ್ಯರಿಗೆ 15 ಕೆ.ಜಿ (ಪ್ರತಿ ಕಾರ್ಡಿಗೆ) ಉಚಿತವಾಗಿ ನೀಡಲಾಗುವುದು. ಸಾರ್ವಜನಿಕರು ಪಡಿತರ ಪಡೆಯುವಲ್ಲಿ ಪ್ರಮಾಣದಲ್ಲಿ ಕಡಿಮೆ ನೀಡಿದ ದೂರುಗಳಿದ್ದಲ್ಲಿ ಮೈಸೂರು ನಗರಕ್ಕೆ ಸಂಬಂಧಿಸಿದ ಜಿಲ್ಲಾ ಮಟ್ಟದ ಕಚೇರಿಗಳ ಸಂಪರ್ಕಿಸಬಹುದಾಗಿದೆ ಎಂದು ಆಹಾರ ಇಲಾಖೆಯ ಜಂಟಿ ನಿರ್ದೇಶಕರಾದ ಕುಮುದಾ ಶರತ್ ಪ್ರಕಟಣೆಯಲ್ಲಿ ತಿಳಿಸಿದ್ದಾರೆ. bbox=[1131, 1166, 1506, 1492]
lead-subhead: ಚಾಮರಾಜನಗರ ವಿವಿ ಉಪಕುಲಪತಿ ಪ್ರಾಧ್ಯಾಪಕ ಎಂ. ಆರ್ ಗಂಗಾಧರ್ bbox=[8, 167, 1107, 219]
praise-column-3: ಸ್ನೇಹಿತ, ರೈತರ, ಅಧಿಕಾರಿಗಳ ಕುಟುಂಬದ ಜೊತೆ ಬೆರೆತು ರೀತಿ ನಡೆದುಕೊಂಡಿದ್ದಾರೆ. ಅವರ ಭಾವಪೂರ್ಣ ಶ್ರದ್ಧಾಂಜಲಿ ಸಭೆಯನ್ನು ನಡೆಸುವ ಮೂಲಕ ಅವರ ಅಭಿಮಾನಿಗಳು ಹಾಗೂ ಸ್ನೇಹಿತರು ಸಭೆ ನಡೆಸಿದ್ದಾರೆ ಎಂದು ಅಭಿಪ್ರಾಯ ಪಟ್ಟರು. ಜಿಲ್ಲಾ ಪಂಚಾಯತ್ ಮಾಜಿ ಸದಸ್ಯ ಕುಮಾರ್ ಮಾತನಾಡಿ, ಅವರು ಸಾಮಾನ್ಯ ಕುಟುಂಬದಲ್ಲಿ ಹುಟ್ಟಿ ಬೆಳೆದು ಶ್ರದ್ಧೆಯಿಂದ ಕೆಲಸ ಮಾಡಿ ಸಾಕಷ್ಟು ಜನರ ಮೆಚ್ಚುಗೆ ಗಳಿಸಿದ್ದಾರೆ. ಇಂದು ಅವರು ನಮ್ಮ ಜೊತೆ ಇಲ್ಲ ಆದರೆ ಅವರ ಕೆಲಸಗಳು ಶಾಶ್ವತವಾಗಿ ಉಳಿಯುತ್ತದೆ ಎಂದರು. ಅವರ ಜಿಲ್ಲಾ ಪಂಚಾಯತ್ ಅಧ್ಯಕ್ಷರು ಶಿವಲಿಂಗೇಗೌಡ, ಉಪವಿಭಾಗಾಧಿಕಾರಿ ಶಿವಮೂರ್ತಿ, ಬಿಜೆಪಿ ಮುಖಂಡ ಅಶೋಕ್ ಜಯರಾಮ್, ಸರ್ಕಾರಿ bbox=[561, 2116, 829, 2322]
sidebar-tag-right: ಪಂಕ್ತಿ bbox=[1304, 88, 1509, 129]
date-box bbox=[76, 9, 210, 69]
sidebar-story-4-body: ಮೈಸೂರು: ಯುವ ಸಬಲೀಕರಣ ಮತ್ತುಕ್ರೀಡಾ ಇಲಾಖೆ, ಚಾಮುಂಡಿ ವಿಹಾರ ಕ್ರೀಡಾಂಗಣ ವತಿಯಿಂದ ಪ್ರತಿ ವರ್ಷದಂತೆ ಈ ವರ್ಷವೂ ಸಹ ಅಂತಾರಾಷ್ಟ್ರೀಯ ಮಹಿಳಾ ದಿನಾಚರಣೆಯನ್ನು ಮಾರ್ಚ್ 08 ರಂದು ಆಚರಣೆ ಮಾಡಲಾಗುತ್ತಿದ್ದು, ಈ ಸಂಬಂಧ ಮಾ.07 ರಂದು 18 ವರ್ಷ ಮೇಲ್ಪಟ್ಟ ಮಹಿಳೆಯರಿಗಾಗಿ ವಿವಿಧ ಕ್ರೀಡಾ ಸ್ಪರ್ಧೆಗಳನ್ನು ಚಾಮುಂಡಿ ವಿಹಾರ ಕ್ರೀಡಾಂಗಣ, ಮೈಸೂರು ಇಲ್ಲಿ ಆಯೋಜಿಸಲಾಗಿದೆ. ಈ ಕೆಳಕಂಡ ಕ್ರೀಡೆಗಳನ್ನು ನಡೆಸಲು ತೀರ್ಮಾನಿಸಲಾಗಿರುತ್ತದೆ. ಶಟಲ್‌ಬ್ಯಾಡ್ ಮಿಂಟನ್, ಬ್ಯಾಸ್ಕೆಟ್‌ಬಾಲ್, ಥ್ರೋಬಾಲ್ (ಬ್ಯಾಸ್ಕೆಟ್‌ಬಾಲ್), ವೇಗದ ನಡಿಗೆ (ಮಹಿಳೆ), ಮ್ಯೂಸಿಕಲ್ ಛೇರ್, ಹಗ್ಗ ಜಗ್ಗಾಟ, ಲೆಮನ್ ಸ್ಪೂನ್ ಮೇಲ್ಕಂಡ ಸ್ಪರ್ಧೆಗಳಲ್ಲಿ ಭಾಗವಹಿಸಿ ವಿಜೇತರಾದವರಿಗೆ ಮೆಡಲ್ ಮತ್ತು ಪ್ರಶಸ್ತಿ ಪತ್ರಗಳನ್ನು ನೀಡಲಾಗುವುದು. ಸದರಿ ಕ್ರೀಡಾಕೂಟದಲ್ಲಿ ಹೆಚ್ಚಿನ ಸಂಖ್ಯೆಯಲ್ಲಿ ಮಹಿಳಾ ಕ್ರೀಡಾಪಟುಗಳು ಭಾಗವಹಿಸಿ ಕ್ರೀಡಾಕೂಟವನ್ನು ಯಶಸ್ವಿಗೊಳಿಸಲು ಕೋರಲಾಗಿದೆ. ಹೆಚ್ಚಿನ ಮಾಹಿತಿಗಾಗಿ ಸಹಾಯಕ ನಿರ್ದೇಶಕರು, ಯುವ ಸಬಲೀಕರಣ ಮತ್ತುಕ್ರೀಡಾ ಇಲಾಖೆ, ಚಾಮುಂಡಿ ವಿಹಾರ ಕ್ರೀಡಾಂಗಣ, ನಜರ್‌ಬಾದ್, ಮೈಸೂರು ಇವರನ್ನು ದೂ ಸಂಖ್ಯೆ: 0821-2564179 ರ ಮೂಲಕ ಸಂಪರ್ಕಿಸಬಹುದಾಗಿದೆ ಎಂದು ಯುವ ಸಬಲೀಕರಣ ಮತ್ತುಕ್ರೀಡಾ ಇಲಾಖೆಯ ಸಹಾಯಕ ನಿರ್ದೇಶಕರಾದ ಭಾಸ್ಕರ್ ನಾಯಕ್ ಅವರು ಪ್ರಕಟಣೆಯಲ್ಲಿ ತಿಳಿಸಿದ್ದಾರೆ. bbox=[1131, 1915, 1506, 2178]
sidebar-tag-left: ಸುದ್ದಿ bbox=[1127, 88, 1304, 129]
lead-photo bbox=[290, 228, 824, 498]
highlight-box-column-1: ಮಾಜಿ ಶಾಸಕ ಕೆ.ಟಿ.ಶ್ರೀಕಂಠೇಗೌಡ ಮಾತನಾಡಿ, ಕಂದಾಯ ಇಲಾಖೆ ಚಿಕ್ಕಯಿಂದ ಮುಕ್ತವಾದ ವರ್ಷ ಬಹಳ ಕಷ್ಟ ಪಡಿಸಿದ ಸ್ವರಾಜ್ಯ ಎಸ್ಸಿ ಕೊಳ್ಳುವುದು ಇನ್ನೂ ಕಷ್ಟ ಕೆಲ್ಲ ಹೋಲ್ಡ್ ಪಟ್ಟ ಕೊನೆವರೆ ದಲ್ಲಿ ಕರ್ತವ್ಯ ನಿರ್ವಹಿಸಿದ ಪೂರ್ಣಚಂದ್ರ ಅವರ ಸೇವಾವಧಿಯಲ್ಲಿ ದಾಖಲೆ ಗಳನ್ನು ಮಾಡಿದ ಜನ ಅಧಿಕಾರಿ ಅಭಿನಂದನೆ. ಬೆಳಗ್ಗೆಯಿಂದ ಸಂಜೆಯವರೆಗೆ ತಮ್ಮ ಕೆಲಸವನ್ನು ಪ್ರಾಮಾಣಿಕವಾಗಿ ಕೆಲಸ ಮಾಡುವ ಅತ್ಯಂತ ಅಪರೂಪದ ಅಧಿಕಾರಿಯಾಗಿದ್ದರು. ಎಲ್ಲ bbox=[592, 1900, 834, 2035]
lead-column-2: ಅದರಂತೆ ಜಿಲ್ಲೆಯಲ್ಲಿ ಪರಿಣತರನ್ನು ಕರೆಸಿ ಆಗುತ್ತಿದೆ ವಿಜ್ಞಾನ ಮತ್ತು ಜ್ಞಾನ ಒಂದೇ ನಾಣ್ಯದ ಎರಡು ಮುಖಗಳು ಕೀಳಾಗಿ ಸಾವಿರಾರು ವರ್ಷಗಳ ಸಂಶೋಧನೆ ಬಗ್ಗೆ ಇಂದಿನ ಯುವಜನತೆಗೆ ತಿಳಿಸುವುದಾಗಿದ್ದು ಭಾರತ ಸರ್ಕಾರ ಭಾರತೀಯ ಭಾಷಾ ಸಮಿತಿಯ ಮುಖಾಂತರ ದೇಶದಾದ್ಯಂತ ಕಾರ್ಯಕ್ರಮಗಳನ್ನು ಆಯೋಜಿಸಲಾಗುತ್ತಿದೆ. ನಮ್ಮ ಯುವ ಪೀಳಿಗೆ ಭಾಷೆ ಪರಂಪರೆ ಬಗ್ಗೆ ತಿಳಿದುಕೊಂಡಾಗ ಅವರ ಶೈಕ್ಷಣಿಕ ಸಂಶೋಧನೆಯಲ್ಲಿ bbox=[290, 507, 552, 649]
page-number: 5 bbox=[1422, 16, 1454, 67]
hostel-column-1: ಹನೂರು: ತಾಲೂಕು ಕೇಂದ್ರದಲ್ಲಿ ಪರಿಶಿಷ್ಟ ಜಾತಿಯ ವಿದ್ಯಾರ್ಥಿಗಳಿಗೆ ವಿದ್ಯಾರ್ಥಿ ನಿಲಯ ನಿರ್ಮಾಣ ಮಾಡಲು ಅನುದಾನ ನೀಡುವಂತೆ ಸಮಾಜ ಕಲ್ಯಾಣ ಇಲಾಖೆ ಸಚಿವ ಹೆಚ್.ಸಿ ಮಹಾದೇವಪ್ಪ ಅವರಲ್ಲಿ ಮನವಿ ಮಾಡಿದೆ ಎಂದು ಮಾಜಿ ಶಾಸಕ ಆರ್. ನರೇಂದ್ರ ತಿಳಿಸಿದರು. ಹನೂರು ಪಟ್ಟಣದ ಕಾಂಗ್ರೆಸ್ ಕಚೇರಿಯಲ್ಲಿ ಮಾಧ್ಯಮದವರೊಂದಿಗೆ ಮಾತನಾಡಿದ ಅವರು ಹನೂರು ತಾಲೂಕು ವ್ಯಾಪ್ತಿಯಲ್ಲಿ ಪರಿಶಿಷ್ಟ ಪಂಗಡ ಸಮುದಾಯ ಹೆಚ್ಚು ಸಂಖ್ಯೆಯಲ್ಲಿದ್ದು ಶಾಲಾ ಕಾಲೇಜು ಮಕ್ಕಳಿಗೆ ವಿದ್ಯಾರ್ಥಿ ನಿಲಯ ಕೊರತೆ ಇದೆ. ಒಟ್ಟು 43 ಸಾವಿರ ಜನ ಸಂಖ್ಯೆಯನ್ನು ಹೊಂದಿದೆ. ಈ ಸಮಾಜದ ವಿದ್ಯಾರ್ಥಿಗಳಿಗೆ ಅನುಕೂಲ ಕಲ್ಪಿಸುವ ನಿಟ್ಟಿನಲ್ಲಿ ಬಜೆಟ್ ನಲ್ಲಿ 20 ಕೋಟಿ ಅನುದಾನ ನೀಡುವಂತೆ ಮನವಿ ಮಾಡಿದ್ದೇನೆ ಈ ನಿಟ್ಟಿನಲ್ಲಿ ಸಚಿವರು ಸಹ ಅನುದಾನ bbox=[406, 785, 634, 1054]
date-label: ಮಾರ್ಚ್ 06, 2025 bbox=[85, 43, 188, 58]
chain-theft-photo-2 bbox=[300, 784, 387, 885]
highlight-box bbox=[578, 1840, 1102, 2108]
chain-theft-headline: 40 ಗ್ರಾಂ ಚಿನ್ನದ ಮಾಂಗಲ್ಯ ಸರ ಕಳವು bbox=[8, 737, 342, 769]
phd-portrait-photo bbox=[834, 1310, 966, 1515]
